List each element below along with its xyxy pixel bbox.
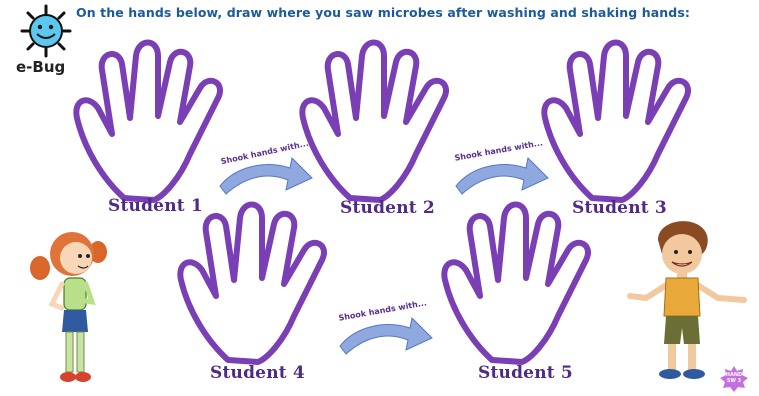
hand-label-student-5: Student 5 — [478, 363, 573, 383]
hand-outline-student-1[interactable] — [72, 38, 222, 203]
badge-icon — [720, 366, 748, 392]
handshake-label-1: Shook hands with... — [220, 138, 310, 167]
hand-outline-student-2[interactable] — [298, 38, 448, 203]
ebug-logo-icon — [16, 4, 76, 59]
hand-label-student-2: Student 2 — [340, 198, 435, 218]
girl-character-icon — [22, 222, 112, 387]
hand-label-student-1: Student 1 — [108, 196, 203, 216]
hand-outline-student-3[interactable] — [540, 38, 690, 203]
hand-label-student-4: Student 4 — [210, 363, 305, 383]
logo-text: e-Bug — [16, 58, 66, 76]
hand-label-student-3: Student 3 — [572, 198, 667, 218]
instruction-text: On the hands below, draw where you saw microbes after washing and shaking hands: — [76, 5, 690, 20]
handshake-label-3: Shook hands with... — [337, 298, 428, 323]
badge-line-2: SW 3 — [726, 378, 742, 384]
handshake-label-2: Shook hands with... — [453, 138, 544, 163]
hand-outline-student-5[interactable] — [440, 200, 590, 365]
boy-character-icon — [626, 216, 756, 386]
badge-line-1: HAND — [725, 372, 743, 378]
hand-outline-student-4[interactable] — [176, 200, 326, 365]
